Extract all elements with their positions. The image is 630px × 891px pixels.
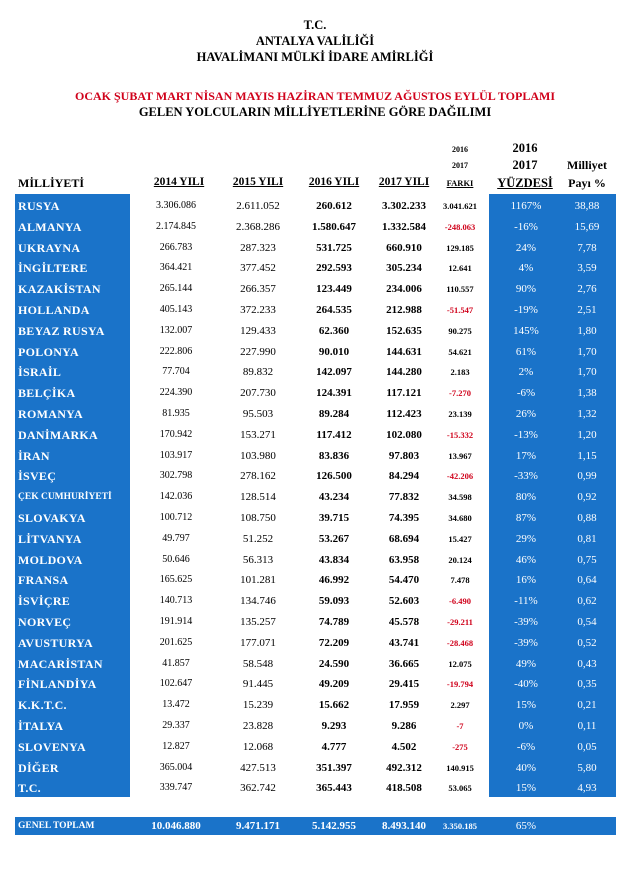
col-header-nationality: MİLLİYETİ [18, 176, 85, 190]
nationality-cell: HOLLANDA [18, 303, 90, 317]
value-2014-cell: 405.143 [159, 304, 193, 315]
value-2014-cell: 103.917 [159, 449, 193, 461]
value-2016-cell: 365.443 [316, 782, 352, 795]
percentage-cell: 26% [515, 408, 537, 420]
value-2015-cell: 58.548 [242, 657, 274, 670]
value-2015-cell: 177.071 [240, 636, 276, 649]
share-cell: 0,81 [577, 532, 597, 545]
nationality-cell: İSRAİL [18, 365, 62, 380]
nationality-cell: NORVEÇ [18, 615, 72, 629]
nationality-cell: SLOVAKYA [18, 511, 86, 525]
table-row [0, 238, 630, 258]
value-2016-cell: 53.267 [318, 532, 350, 545]
table-row [0, 654, 630, 674]
value-2015-cell: 287.323 [240, 241, 276, 254]
value-2014-cell: 102.647 [159, 678, 193, 690]
value-2017-cell: 117.121 [386, 387, 422, 400]
share-cell: 0,92 [577, 491, 597, 504]
percentage-cell: -6% [516, 387, 536, 400]
difference-cell: -19.794 [446, 679, 474, 690]
report-subtitle: GELEN YOLCULARIN MİLLİYETLERİNE GÖRE DAĞILIMI [138, 105, 492, 119]
table-row [0, 674, 630, 694]
value-2016-cell: 124.391 [316, 387, 352, 400]
table-row [0, 508, 630, 528]
difference-cell: 15.427 [448, 533, 472, 544]
percentage-cell: 15% [515, 699, 537, 712]
nationality-cell: RUSYA [18, 199, 60, 213]
value-2017-cell: 29.415 [388, 678, 420, 691]
value-2015-cell: 227.990 [240, 345, 276, 358]
share-cell: 38,88 [574, 200, 600, 212]
total-pct: 65% [515, 820, 537, 832]
value-2014-cell: 222.806 [159, 345, 193, 357]
value-2014-cell: 81.935 [162, 408, 190, 419]
share-cell: 0,99 [577, 470, 597, 483]
col-header-share-line2: Payı % [568, 176, 606, 190]
value-2017-cell: 4.502 [391, 740, 417, 753]
nationality-cell: İSVEÇ [18, 469, 57, 484]
value-2014-cell: 140.713 [159, 595, 193, 607]
value-2017-cell: 84.294 [388, 470, 420, 483]
difference-cell: -275 [452, 741, 468, 752]
table-row [0, 758, 630, 778]
share-cell: 1,38 [577, 387, 597, 400]
value-2015-cell: 101.281 [240, 574, 276, 587]
difference-cell: -7.270 [449, 388, 471, 399]
percentage-cell: 49% [515, 657, 537, 670]
total-2015: 9.471.171 [236, 820, 280, 832]
value-2016-cell: 83.836 [318, 449, 350, 462]
value-2014-cell: 29.337 [162, 720, 190, 731]
percentage-cell: 40% [515, 761, 537, 774]
value-2014-cell: 224.390 [159, 387, 193, 399]
col-header-2016: 2016 YILI [308, 176, 360, 188]
share-cell: 2,51 [577, 304, 597, 316]
value-2015-cell: 51.252 [242, 532, 274, 545]
percentage-cell: -16% [514, 220, 538, 233]
value-2015-cell: 12.068 [242, 740, 274, 753]
value-2016-cell: 72.209 [318, 636, 350, 649]
difference-cell: 34.680 [448, 513, 472, 523]
value-2016-cell: 260.612 [316, 200, 352, 212]
table-row [0, 342, 630, 362]
value-2017-cell: 68.694 [388, 532, 420, 545]
value-2014-cell: 201.625 [159, 636, 193, 648]
value-2014-cell: 165.625 [159, 574, 193, 586]
value-2017-cell: 52.603 [388, 595, 420, 608]
value-2016-cell: 4.777 [321, 740, 347, 753]
nationality-cell: DANİMARKA [18, 427, 99, 442]
value-2016-cell: 43.834 [318, 553, 350, 566]
value-2015-cell: 266.357 [240, 283, 276, 296]
difference-cell: -29.211 [447, 617, 473, 627]
table-row [0, 321, 630, 341]
col-header-diff-2017: 2017 [452, 161, 468, 170]
nationality-cell: LİTVANYA [18, 531, 82, 546]
value-2017-cell: 54.470 [388, 574, 420, 587]
table-row [0, 217, 630, 237]
difference-cell: -248.063 [444, 221, 476, 232]
total-row [0, 817, 630, 835]
value-2015-cell: 207.730 [240, 387, 276, 400]
value-2016-cell: 43.234 [318, 491, 350, 504]
share-cell: 0,43 [577, 657, 597, 670]
value-2016-cell: 9.293 [321, 720, 347, 732]
table-row [0, 425, 630, 445]
percentage-cell: -11% [514, 595, 538, 608]
value-2014-cell: 302.798 [159, 470, 193, 482]
value-2015-cell: 89.832 [242, 366, 274, 379]
value-2014-cell: 266.783 [159, 241, 193, 253]
nationality-cell: SLOVENYA [18, 739, 86, 754]
difference-cell: 110.557 [446, 284, 474, 295]
percentage-cell: -13% [514, 428, 538, 441]
table-row [0, 633, 630, 653]
nationality-cell: MOLDOVA [18, 552, 83, 567]
table-row [0, 550, 630, 570]
nationality-cell: ÇEK CUMHURİYETİ [18, 492, 112, 503]
nationality-cell: AVUSTURYA [18, 635, 93, 650]
percentage-cell: 1167% [510, 200, 542, 212]
percentage-cell: 16% [515, 574, 537, 587]
value-2016-cell: 126.500 [316, 470, 352, 483]
value-2016-cell: 123.449 [316, 283, 352, 296]
percentage-cell: 29% [515, 532, 537, 545]
value-2017-cell: 112.423 [386, 408, 422, 420]
value-2015-cell: 2.368.286 [236, 220, 280, 233]
value-2016-cell: 15.662 [318, 699, 350, 712]
percentage-cell: 0% [518, 720, 534, 732]
value-2014-cell: 50.646 [162, 553, 190, 565]
percentage-cell: 2% [518, 366, 534, 379]
total-label: GENEL TOPLAM [18, 821, 95, 831]
difference-cell: 3.041.621 [443, 201, 477, 211]
table-row [0, 591, 630, 611]
value-2014-cell: 100.712 [159, 512, 193, 523]
total-2017: 8.493.140 [382, 820, 426, 832]
value-2017-cell: 9.286 [391, 720, 417, 732]
percentage-cell: 17% [515, 449, 537, 462]
share-cell: 0,52 [577, 636, 597, 649]
value-2016-cell: 117.412 [316, 428, 352, 441]
value-2017-cell: 492.312 [386, 761, 422, 774]
share-cell: 3,59 [577, 262, 597, 275]
nationality-cell: KAZAKİSTAN [18, 282, 101, 297]
table-row [0, 612, 630, 632]
share-cell: 1,80 [577, 324, 597, 337]
value-2017-cell: 43.741 [388, 636, 420, 649]
value-2014-cell: 339.747 [159, 782, 193, 794]
percentage-cell: 46% [515, 553, 537, 566]
share-cell: 0,62 [577, 595, 597, 608]
difference-cell: -15.332 [446, 429, 474, 440]
percentage-cell: 87% [515, 512, 537, 524]
difference-cell: 2.297 [450, 700, 470, 711]
value-2014-cell: 132.007 [159, 324, 193, 336]
value-2017-cell: 418.508 [386, 782, 422, 795]
value-2014-cell: 142.036 [159, 491, 193, 503]
share-cell: 7,78 [577, 241, 597, 254]
value-2015-cell: 377.452 [240, 262, 276, 275]
value-2016-cell: 39.715 [318, 512, 350, 524]
value-2014-cell: 265.144 [159, 283, 193, 295]
nationality-cell: T.C. [18, 781, 41, 796]
value-2014-cell: 49.797 [162, 532, 190, 544]
value-2016-cell: 292.593 [316, 262, 352, 275]
value-2016-cell: 59.093 [318, 595, 350, 608]
value-2017-cell: 144.631 [386, 345, 422, 358]
percentage-cell: -6% [516, 740, 536, 753]
nationality-cell: İRAN [18, 448, 50, 463]
value-2014-cell: 77.704 [162, 366, 190, 378]
difference-cell: -7 [456, 721, 464, 731]
value-2016-cell: 74.789 [318, 616, 350, 628]
value-2017-cell: 97.803 [388, 449, 420, 462]
difference-cell: 13.967 [448, 450, 472, 461]
share-cell: 0,54 [577, 616, 597, 628]
col-header-diff-label: FARKI [446, 178, 474, 188]
share-cell: 0,11 [577, 720, 597, 732]
value-2014-cell: 365.004 [159, 761, 193, 773]
difference-cell: -6.490 [449, 596, 471, 607]
total-2016: 5.142.955 [312, 820, 356, 832]
nationality-cell: BELÇİKA [18, 386, 76, 401]
value-2014-cell: 13.472 [162, 699, 190, 711]
difference-cell: 34.598 [448, 492, 472, 503]
value-2014-cell: 170.942 [159, 428, 193, 440]
value-2015-cell: 95.503 [242, 408, 274, 420]
nationality-cell: K.K.T.C. [18, 698, 67, 713]
value-2015-cell: 153.271 [240, 428, 276, 441]
difference-cell: 53.065 [448, 783, 472, 794]
value-2016-cell: 49.209 [318, 678, 350, 691]
percentage-cell: 15% [515, 782, 537, 795]
value-2017-cell: 74.395 [388, 512, 420, 524]
value-2017-cell: 77.832 [388, 491, 420, 504]
table-row [0, 258, 630, 278]
header-line-authority: HAVALİMANI MÜLKİ İDARE AMİRLİĞİ [196, 50, 434, 64]
table-row [0, 196, 630, 216]
share-cell: 2,76 [577, 283, 597, 296]
header-line-tc: T.C. [303, 18, 327, 32]
value-2017-cell: 45.578 [388, 616, 420, 628]
value-2015-cell: 135.257 [240, 616, 276, 628]
difference-cell: 90.275 [448, 325, 472, 336]
table-row [0, 778, 630, 798]
value-2016-cell: 90.010 [318, 345, 350, 358]
table-row [0, 716, 630, 736]
value-2015-cell: 278.162 [240, 470, 276, 483]
difference-cell: -28.468 [446, 637, 474, 648]
percentage-cell: -39% [514, 636, 538, 649]
table-row [0, 487, 630, 507]
share-cell: 1,70 [577, 345, 597, 358]
percentage-cell: 145% [513, 324, 539, 337]
value-2016-cell: 46.992 [318, 574, 350, 587]
value-2015-cell: 427.513 [240, 761, 276, 774]
value-2015-cell: 91.445 [242, 678, 274, 691]
report-period-title: OCAK ŞUBAT MART NİSAN MAYIS HAZİRAN TEMMUZ AĞUSTOS EYLÜL TOPLAMI [74, 89, 555, 103]
total-diff: 3.350.185 [443, 821, 477, 831]
value-2014-cell: 3.306.086 [156, 200, 196, 211]
share-cell: 0,05 [577, 740, 597, 753]
difference-cell: 129.185 [446, 242, 474, 253]
table-row [0, 300, 630, 320]
nationality-cell: BEYAZ RUSYA [18, 323, 105, 338]
table-row [0, 466, 630, 486]
table-row [0, 570, 630, 590]
table-row [0, 446, 630, 466]
header-line-governorship: ANTALYA VALİLİĞİ [255, 34, 375, 48]
value-2017-cell: 234.006 [386, 283, 422, 296]
percentage-cell: 24% [515, 241, 537, 254]
value-2017-cell: 3.302.233 [382, 200, 426, 212]
share-cell: 1,70 [577, 366, 597, 379]
difference-cell: 12.641 [448, 263, 472, 274]
value-2015-cell: 15.239 [242, 699, 274, 712]
value-2016-cell: 62.360 [318, 324, 350, 337]
value-2015-cell: 128.514 [240, 491, 276, 504]
value-2017-cell: 102.080 [386, 428, 422, 441]
share-cell: 1,32 [577, 408, 597, 420]
nationality-cell: MACARİSTAN [18, 656, 103, 671]
share-cell: 0,64 [577, 574, 597, 587]
share-cell: 0,75 [577, 553, 597, 566]
value-2015-cell: 23.828 [242, 720, 274, 732]
table-row [0, 383, 630, 403]
share-cell: 0,88 [577, 512, 597, 524]
value-2014-cell: 41.857 [162, 657, 190, 669]
total-2014: 10.046.880 [151, 820, 201, 832]
percentage-cell: 80% [515, 491, 537, 504]
difference-cell: 140.915 [446, 762, 474, 773]
value-2016-cell: 264.535 [316, 304, 352, 316]
share-cell: 0,35 [577, 678, 597, 691]
value-2015-cell: 103.980 [240, 449, 276, 462]
col-header-pct-label: YÜZDESİ [497, 176, 553, 190]
value-2017-cell: 36.665 [388, 657, 420, 670]
value-2014-cell: 12.827 [162, 740, 190, 752]
share-cell: 5,80 [577, 761, 597, 774]
nationality-cell: UKRAYNA [18, 240, 81, 255]
value-2017-cell: 17.959 [388, 699, 420, 712]
table-row [0, 404, 630, 424]
col-header-2014: 2014 YILI [153, 176, 205, 188]
nationality-cell: POLONYA [18, 344, 79, 359]
nationality-cell: İTALYA [18, 719, 64, 733]
share-cell: 1,20 [577, 428, 597, 441]
share-cell: 15,69 [574, 220, 600, 233]
percentage-cell: 61% [515, 345, 537, 358]
percentage-cell: -33% [514, 470, 538, 483]
difference-cell: 54.621 [448, 346, 472, 357]
share-cell: 1,15 [577, 449, 597, 462]
value-2015-cell: 362.742 [240, 782, 276, 795]
table-row [0, 737, 630, 757]
col-header-2017: 2017 YILI [378, 176, 430, 188]
value-2015-cell: 2.611.052 [236, 200, 280, 212]
value-2015-cell: 108.750 [240, 512, 276, 524]
value-2016-cell: 1.580.647 [312, 220, 356, 233]
nationality-cell: ALMANYA [18, 219, 82, 234]
share-cell: 4,93 [577, 782, 597, 795]
percentage-cell: -40% [514, 678, 538, 691]
value-2014-cell: 2.174.845 [156, 220, 196, 232]
percentage-cell: 90% [515, 283, 537, 296]
nationality-cell: FİNLANDİYA [18, 677, 97, 692]
col-header-share-line1: Milliyet [567, 158, 607, 172]
value-2015-cell: 372.233 [240, 304, 276, 316]
nationality-cell: İNGİLTERE [18, 261, 88, 276]
value-2017-cell: 212.988 [386, 304, 422, 316]
nationality-cell: FRANSA [18, 573, 69, 588]
col-header-pct-2017: 2017 [512, 158, 538, 172]
nationality-cell: ROMANYA [18, 407, 83, 421]
difference-cell: 20.124 [448, 554, 472, 565]
value-2014-cell: 191.914 [159, 616, 193, 627]
value-2015-cell: 56.313 [242, 553, 274, 566]
percentage-cell: -19% [514, 304, 538, 316]
difference-cell: 12.075 [448, 658, 472, 669]
table-row [0, 362, 630, 382]
value-2015-cell: 129.433 [240, 324, 276, 337]
difference-cell: -51.547 [446, 305, 474, 315]
table-row [0, 279, 630, 299]
difference-cell: 2.183 [450, 367, 470, 378]
value-2017-cell: 152.635 [386, 324, 422, 337]
percentage-cell: 4% [518, 262, 534, 275]
table-row [0, 695, 630, 715]
difference-cell: 7.478 [450, 575, 470, 586]
value-2017-cell: 305.234 [386, 262, 422, 275]
col-header-pct-2016: 2016 [512, 141, 538, 155]
value-2017-cell: 144.280 [386, 366, 422, 379]
value-2016-cell: 24.590 [318, 657, 350, 670]
value-2016-cell: 89.284 [318, 408, 350, 420]
share-cell: 0,21 [577, 699, 597, 712]
value-2016-cell: 351.397 [316, 761, 352, 774]
percentage-cell: -39% [514, 616, 538, 628]
difference-cell: 23.139 [448, 409, 472, 419]
table-row [0, 529, 630, 549]
value-2017-cell: 660.910 [386, 241, 422, 254]
difference-cell: -42.206 [446, 471, 474, 482]
value-2015-cell: 134.746 [240, 595, 276, 608]
nationality-cell: DİĞER [18, 760, 59, 775]
value-2017-cell: 63.958 [388, 553, 420, 566]
nationality-cell: İSVİÇRE [18, 594, 71, 609]
value-2017-cell: 1.332.584 [382, 220, 426, 233]
value-2016-cell: 142.097 [316, 366, 352, 379]
value-2016-cell: 531.725 [316, 241, 352, 254]
col-header-2015: 2015 YILI [232, 176, 284, 188]
col-header-diff-2016: 2016 [452, 145, 468, 154]
value-2014-cell: 364.421 [159, 262, 193, 274]
